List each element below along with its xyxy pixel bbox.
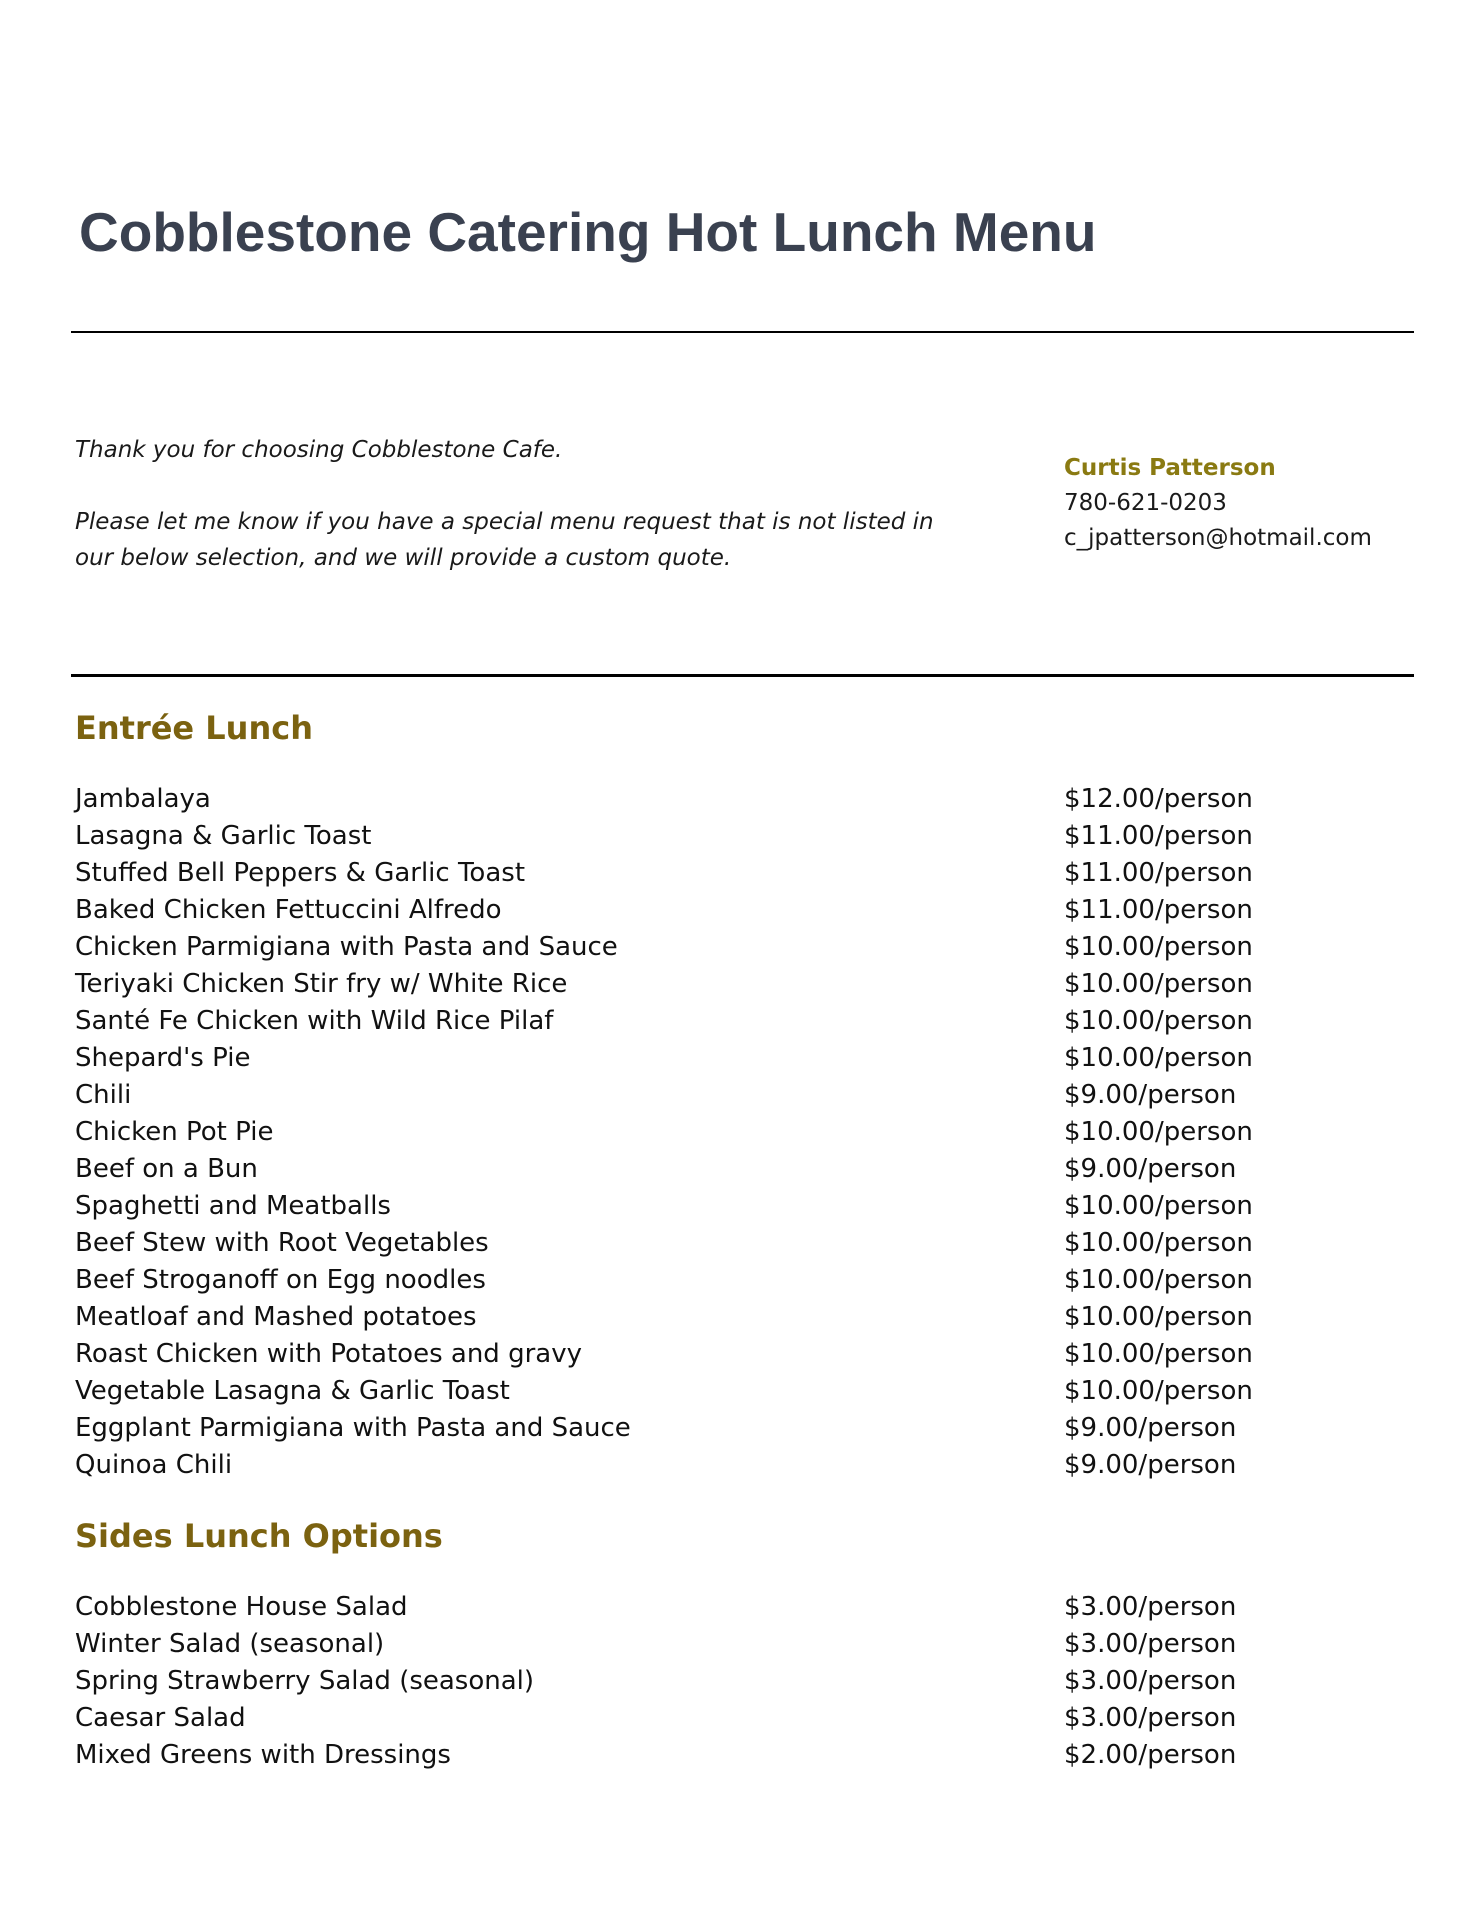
menu-item-price: $11.00/person xyxy=(1064,858,1253,888)
intro-thank-you: Thank you for choosing Cobblestone Cafe. xyxy=(75,437,563,463)
menu-item-name: Quinoa Chili xyxy=(75,1450,233,1480)
menu-item-row xyxy=(75,1410,1375,1447)
menu-item-row xyxy=(75,1262,1375,1299)
menu-item-name: Caesar Salad xyxy=(75,1703,246,1733)
menu-item-name: Vegetable Lasagna & Garlic Toast xyxy=(75,1376,510,1406)
contact-email: c_jpatterson@hotmail.com xyxy=(1064,525,1372,551)
menu-item-price: $9.00/person xyxy=(1064,1080,1237,1110)
menu-item-name: Baked Chicken Fettuccini Alfredo xyxy=(75,895,502,925)
menu-item-price: $10.00/person xyxy=(1064,969,1253,999)
menu-item-name: Spring Strawberry Salad (seasonal) xyxy=(75,1666,535,1696)
top-divider xyxy=(71,331,1414,333)
menu-item-price: $10.00/person xyxy=(1064,1265,1253,1295)
menu-item-price: $10.00/person xyxy=(1064,1339,1253,1369)
menu-item-row xyxy=(75,1336,1375,1373)
menu-item-price: $10.00/person xyxy=(1064,1228,1253,1258)
menu-item-name: Beef on a Bun xyxy=(75,1154,258,1184)
menu-item-name: Cobblestone House Salad xyxy=(75,1592,408,1622)
page-title: Cobblestone Catering Hot Lunch Menu xyxy=(79,201,1097,263)
menu-item-name: Shepard's Pie xyxy=(75,1043,251,1073)
intro-custom-request: Please let me know if you have a special menu request that is not listed in our below selection, and we will provide a custom quote. xyxy=(75,509,934,571)
menu-item-price: $3.00/person xyxy=(1064,1592,1237,1622)
menu-item-row xyxy=(75,929,1375,966)
menu-item-row xyxy=(75,1040,1375,1077)
contact-block xyxy=(1064,451,1372,556)
menu-item-price: $9.00/person xyxy=(1064,1413,1237,1443)
menu-item-row xyxy=(75,1151,1375,1188)
menu-item-name: Lasagna & Garlic Toast xyxy=(75,821,372,851)
menu-item-row xyxy=(75,1589,1375,1626)
menu-item-row xyxy=(75,1077,1375,1114)
sides-list xyxy=(75,1589,1375,1774)
menu-item-row xyxy=(75,1700,1375,1737)
menu-item-row xyxy=(75,818,1375,855)
menu-item-price: $10.00/person xyxy=(1064,1043,1253,1073)
menu-item-row xyxy=(75,1737,1375,1774)
entree-list xyxy=(75,781,1375,1484)
menu-item-row xyxy=(75,1225,1375,1262)
menu-item-row xyxy=(75,781,1375,818)
menu-item-price: $10.00/person xyxy=(1064,1191,1253,1221)
menu-item-price: $12.00/person xyxy=(1064,784,1253,814)
entree-heading: Entrée Lunch xyxy=(75,709,313,747)
menu-item-name: Beef Stew with Root Vegetables xyxy=(75,1228,489,1258)
intro-text xyxy=(75,432,975,576)
menu-item-price: $9.00/person xyxy=(1064,1450,1237,1480)
menu-item-name: Chicken Parmigiana with Pasta and Sauce xyxy=(75,932,618,962)
menu-item-price: $10.00/person xyxy=(1064,932,1253,962)
menu-item-price: $9.00/person xyxy=(1064,1154,1237,1184)
menu-item-row xyxy=(75,892,1375,929)
menu-item-price: $11.00/person xyxy=(1064,821,1253,851)
menu-item-price: $11.00/person xyxy=(1064,895,1253,925)
sides-heading: Sides Lunch Options xyxy=(75,1517,443,1555)
menu-item-price: $10.00/person xyxy=(1064,1006,1253,1036)
menu-item-row xyxy=(75,1003,1375,1040)
menu-item-name: Mixed Greens with Dressings xyxy=(75,1740,451,1770)
menu-item-name: Santé Fe Chicken with Wild Rice Pilaf xyxy=(75,1006,554,1036)
contact-phone: 780-621-0203 xyxy=(1064,490,1227,516)
section-divider xyxy=(71,674,1414,677)
menu-item-row xyxy=(75,966,1375,1003)
menu-item-price: $10.00/person xyxy=(1064,1376,1253,1406)
menu-item-price: $3.00/person xyxy=(1064,1703,1237,1733)
menu-item-name: Spaghetti and Meatballs xyxy=(75,1191,391,1221)
menu-item-name: Meatloaf and Mashed potatoes xyxy=(75,1302,477,1332)
menu-item-price: $3.00/person xyxy=(1064,1666,1237,1696)
menu-item-price: $3.00/person xyxy=(1064,1629,1237,1659)
menu-item-row xyxy=(75,1299,1375,1336)
menu-item-price: $10.00/person xyxy=(1064,1117,1253,1147)
menu-item-row xyxy=(75,1114,1375,1151)
menu-item-name: Beef Stroganoff on Egg noodles xyxy=(75,1265,486,1295)
menu-item-name: Eggplant Parmigiana with Pasta and Sauce xyxy=(75,1413,631,1443)
menu-item-row xyxy=(75,1373,1375,1410)
menu-item-name: Stuffed Bell Peppers & Garlic Toast xyxy=(75,858,526,888)
menu-item-name: Teriyaki Chicken Stir fry w/ White Rice xyxy=(75,969,568,999)
menu-item-price: $2.00/person xyxy=(1064,1740,1237,1770)
contact-name: Curtis Patterson xyxy=(1064,455,1276,481)
menu-item-row xyxy=(75,1626,1375,1663)
menu-item-name: Roast Chicken with Potatoes and gravy xyxy=(75,1339,582,1369)
menu-item-name: Winter Salad (seasonal) xyxy=(75,1629,385,1659)
menu-item-name: Chicken Pot Pie xyxy=(75,1117,274,1147)
menu-item-price: $10.00/person xyxy=(1064,1302,1253,1332)
menu-item-name: Jambalaya xyxy=(75,784,211,814)
menu-item-row xyxy=(75,855,1375,892)
menu-item-row xyxy=(75,1663,1375,1700)
menu-item-name: Chili xyxy=(75,1080,132,1110)
menu-item-row xyxy=(75,1447,1375,1484)
menu-item-row xyxy=(75,1188,1375,1225)
